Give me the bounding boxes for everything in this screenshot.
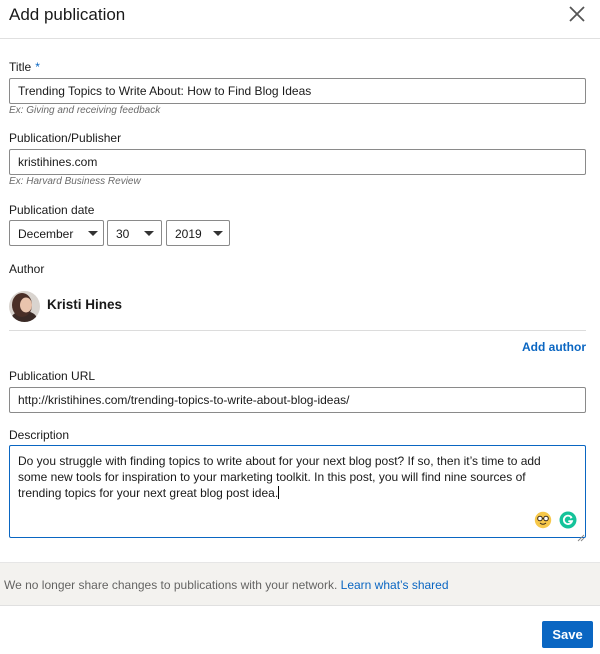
close-icon: [566, 3, 588, 25]
publication-date-label: Publication date: [9, 203, 95, 217]
publication-url-label: Publication URL: [9, 369, 96, 383]
grammarly-icon[interactable]: [559, 511, 577, 529]
text-cursor: [278, 486, 279, 499]
avatar: [9, 291, 40, 322]
chevron-down-icon: [213, 231, 223, 236]
description-line-last: [18, 485, 577, 501]
nerd-face-emoji-icon[interactable]: [534, 511, 552, 529]
title-label: [9, 60, 40, 74]
notice-text: We no longer share changes to publications with your network.: [4, 578, 338, 592]
close-button[interactable]: [566, 3, 588, 25]
add-author-button[interactable]: Add author: [522, 340, 586, 354]
title-hint: Ex: Giving and receiving feedback: [9, 105, 161, 116]
publisher-input[interactable]: [9, 149, 586, 175]
description-label: Description: [9, 428, 70, 442]
modal-title: Add publication: [9, 5, 126, 24]
publisher-hint: Ex: Harvard Business Review: [9, 176, 141, 187]
day-value: 30: [116, 227, 130, 241]
year-select[interactable]: [166, 220, 230, 246]
author-row: [9, 289, 586, 331]
learn-whats-shared-link[interactable]: Learn what’s shared: [340, 578, 449, 592]
notice-text-wrap: [4, 578, 449, 592]
save-button[interactable]: Save: [542, 621, 593, 648]
publication-url-input[interactable]: [9, 387, 586, 413]
month-select[interactable]: [9, 220, 104, 246]
year-value: 2019: [175, 227, 202, 241]
description-textarea[interactable]: [9, 445, 586, 538]
month-value: December: [18, 227, 74, 241]
chevron-down-icon: [88, 231, 98, 236]
publisher-label: Publication/Publisher: [9, 131, 122, 145]
title-label-text: Title: [9, 60, 32, 74]
required-mark: *: [35, 60, 40, 74]
share-notice: [0, 562, 600, 606]
description-line-text: trending topics for your next great blog post idea.: [18, 486, 279, 500]
modal-header: [0, 0, 600, 39]
title-input[interactable]: [9, 78, 586, 104]
description-line: Do you struggle with finding topics to write about for your next blog post? If so, then it’s time to add: [18, 454, 541, 468]
description-line: some new tools for inspiration to your marketing toolkit. In this post, you will find nine sources of: [18, 470, 526, 484]
author-label: Author: [9, 262, 45, 276]
day-select[interactable]: [107, 220, 162, 246]
chevron-down-icon: [144, 231, 154, 236]
resize-handle-icon[interactable]: [577, 529, 585, 537]
author-name: Kristi Hines: [47, 297, 123, 312]
